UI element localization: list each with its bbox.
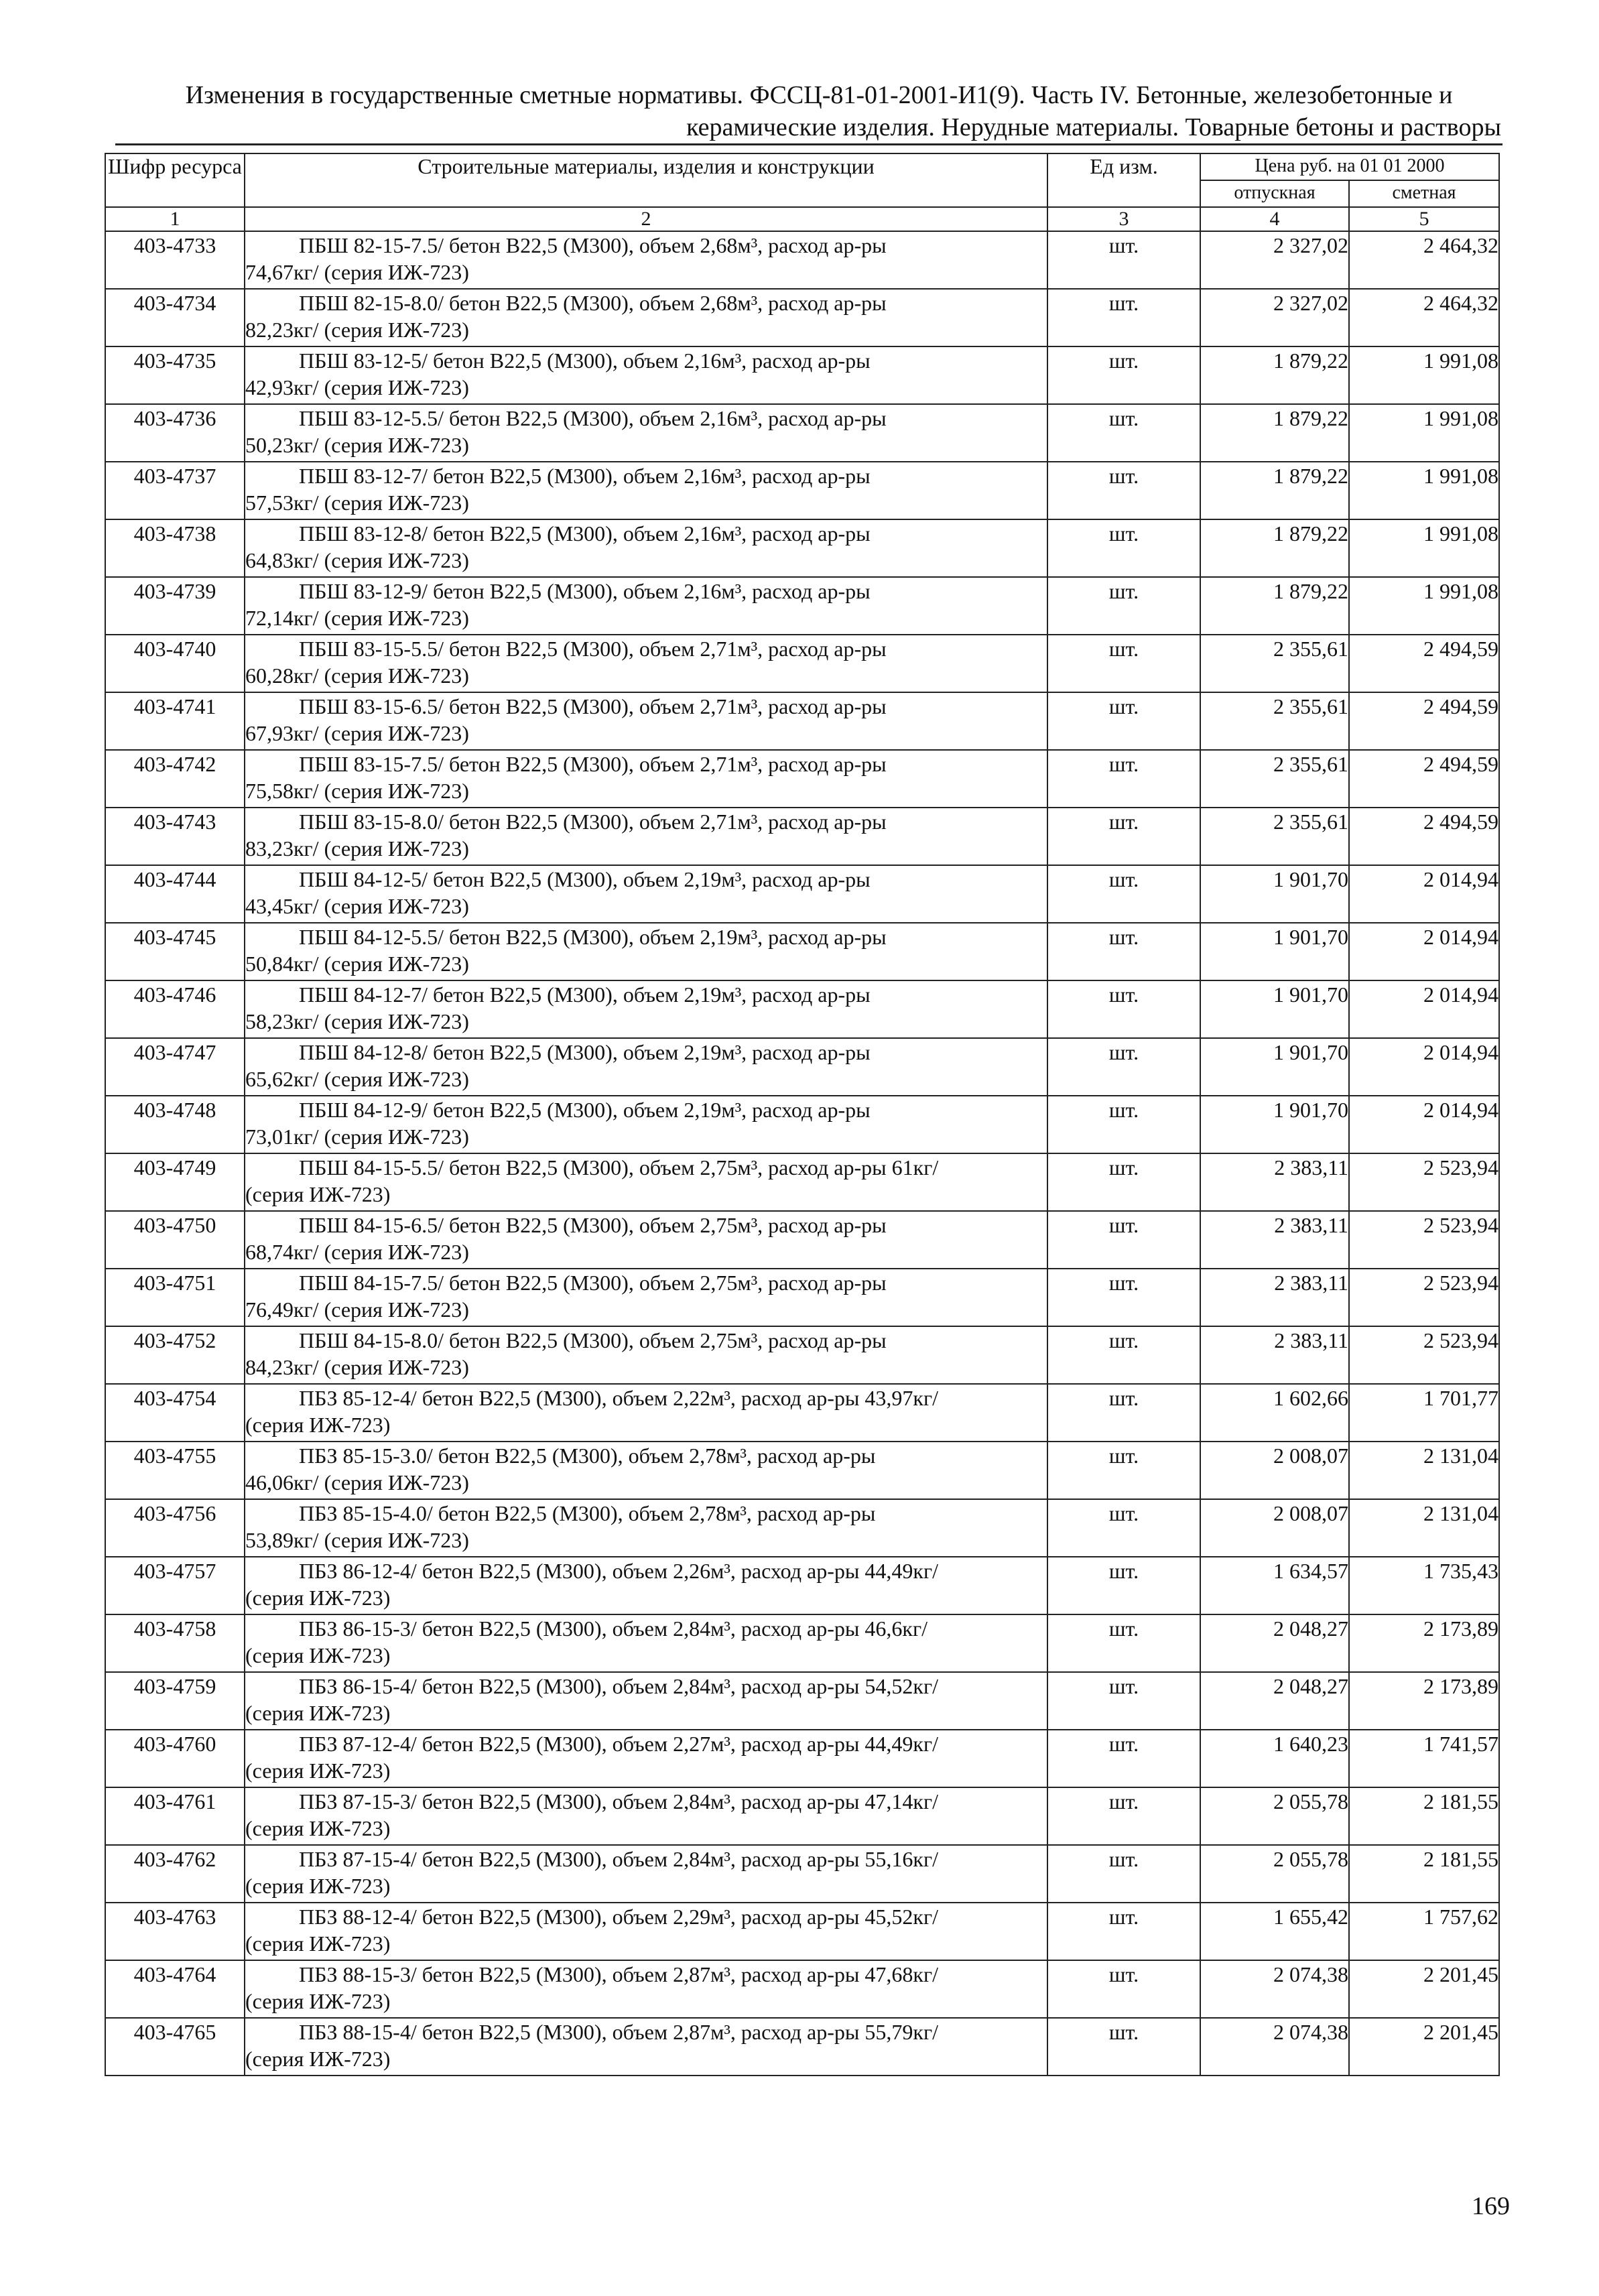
cell-description <box>245 346 1047 404</box>
cell-estimate-price: 1 757,62 <box>1349 1903 1499 1960</box>
cell-description <box>245 1730 1047 1787</box>
description-line-1: ПБШ 83-12-7/ бетон В22,5 (М300), объем 2,16м³, расход ар-ры <box>299 464 871 488</box>
cell-code: 403-4734 <box>105 289 245 346</box>
cell-release-price: 1 901,70 <box>1200 865 1349 923</box>
cell-description <box>245 519 1047 577</box>
cell-unit: шт. <box>1047 1499 1200 1557</box>
cell-unit: шт. <box>1047 1787 1200 1845</box>
table-row <box>105 231 1499 289</box>
cell-code: 403-4740 <box>105 635 245 692</box>
table-row <box>105 692 1499 750</box>
table-row <box>105 346 1499 404</box>
description-line-1: ПБШ 84-15-7.5/ бетон В22,5 (М300), объем 2,75м³, расход ар-ры <box>299 1271 887 1295</box>
table-row <box>105 980 1499 1038</box>
cell-unit: шт. <box>1047 462 1200 519</box>
description-line-2: (серия ИЖ-723) <box>245 1874 391 1898</box>
cell-unit: шт. <box>1047 1672 1200 1730</box>
description-line-1: ПБЗ 88-15-4/ бетон В22,5 (М300), объем 2,87м³, расход ар-ры 55,79кг/ <box>299 2020 938 2044</box>
description-line-1: ПБШ 84-12-5.5/ бетон В22,5 (М300), объем 2,19м³, расход ар-ры <box>299 925 887 949</box>
description-line-1: ПБЗ 88-12-4/ бетон В22,5 (М300), объем 2,29м³, расход ар-ры 45,52кг/ <box>299 1905 938 1929</box>
cell-code: 403-4759 <box>105 1672 245 1730</box>
description-line-1: ПБЗ 87-15-4/ бетон В22,5 (М300), объем 2,84м³, расход ар-ры 55,16кг/ <box>299 1847 938 1871</box>
cell-unit: шт. <box>1047 519 1200 577</box>
description-line-1: ПБЗ 87-15-3/ бетон В22,5 (М300), объем 2,84м³, расход ар-ры 47,14кг/ <box>299 1789 938 1813</box>
cell-description <box>245 462 1047 519</box>
cell-description <box>245 923 1047 980</box>
cell-estimate-price: 1 991,08 <box>1349 462 1499 519</box>
cell-release-price: 1 634,57 <box>1200 1557 1349 1614</box>
cell-release-price: 1 879,22 <box>1200 404 1349 462</box>
cell-description <box>245 1787 1047 1845</box>
description-line-2: 82,23кг/ (серия ИЖ-723) <box>245 318 469 342</box>
cell-release-price: 2 383,11 <box>1200 1153 1349 1211</box>
col-number-5: 5 <box>1349 207 1499 231</box>
cell-code: 403-4735 <box>105 346 245 404</box>
cell-code: 403-4758 <box>105 1614 245 1672</box>
table-row <box>105 1153 1499 1211</box>
cell-code: 403-4742 <box>105 750 245 808</box>
cell-estimate-price: 1 991,08 <box>1349 519 1499 577</box>
cell-release-price: 1 879,22 <box>1200 519 1349 577</box>
cell-code: 403-4752 <box>105 1326 245 1384</box>
cell-unit: шт. <box>1047 1614 1200 1672</box>
description-line-2: 65,62кг/ (серия ИЖ-723) <box>245 1067 469 1091</box>
header-title-line-1: Изменения в государственные сметные нормативы. ФССЦ-81-01-2001-И1(9). Часть IV. Бетонные, железобетонные и <box>185 81 1453 109</box>
cell-code: 403-4760 <box>105 1730 245 1787</box>
table-row <box>105 808 1499 865</box>
description-line-1: ПБЗ 85-15-4.0/ бетон В22,5 (М300), объем 2,78м³, расход ар-ры <box>299 1501 876 1525</box>
cell-unit: шт. <box>1047 980 1200 1038</box>
description-line-1: ПБЗ 88-15-3/ бетон В22,5 (М300), объем 2,87м³, расход ар-ры 47,68кг/ <box>299 1962 938 1986</box>
table-row <box>105 1269 1499 1326</box>
cell-release-price: 2 008,07 <box>1200 1442 1349 1499</box>
description-line-2: (серия ИЖ-723) <box>245 1931 391 1956</box>
description-line-2: (серия ИЖ-723) <box>245 2047 391 2071</box>
description-line-2: (серия ИЖ-723) <box>245 1701 391 1725</box>
cell-description <box>245 692 1047 750</box>
cell-description <box>245 1960 1047 2018</box>
description-line-1: ПБЗ 85-15-3.0/ бетон В22,5 (М300), объем 2,78м³, расход ар-ры <box>299 1444 876 1468</box>
description-line-2: (серия ИЖ-723) <box>245 1989 391 2013</box>
cell-release-price: 1 901,70 <box>1200 923 1349 980</box>
cell-release-price: 2 383,11 <box>1200 1211 1349 1269</box>
table-row <box>105 1038 1499 1096</box>
description-line-2: (серия ИЖ-723) <box>245 1759 391 1783</box>
cell-release-price: 1 901,70 <box>1200 1096 1349 1153</box>
col-header-estimate-price: сметная <box>1349 180 1499 207</box>
col-header-price-group: Цена руб. на 01 01 2000 <box>1200 153 1499 180</box>
cell-unit: шт. <box>1047 865 1200 923</box>
table-row <box>105 865 1499 923</box>
cell-release-price: 1 655,42 <box>1200 1903 1349 1960</box>
description-line-2: 57,53кг/ (серия ИЖ-723) <box>245 491 469 515</box>
description-line-2: 76,49кг/ (серия ИЖ-723) <box>245 1297 469 1322</box>
cell-estimate-price: 2 523,94 <box>1349 1269 1499 1326</box>
table-row <box>105 1211 1499 1269</box>
cell-code: 403-4763 <box>105 1903 245 1960</box>
cell-code: 403-4747 <box>105 1038 245 1096</box>
description-line-2: 50,23кг/ (серия ИЖ-723) <box>245 433 469 457</box>
cell-code: 403-4749 <box>105 1153 245 1211</box>
cell-unit: шт. <box>1047 1845 1200 1903</box>
page-number: 169 <box>1472 2192 1510 2220</box>
cell-code: 403-4737 <box>105 462 245 519</box>
col-header-unit: Ед изм. <box>1047 153 1200 207</box>
col-number-1: 1 <box>105 207 245 231</box>
col-number-4: 4 <box>1200 207 1349 231</box>
cell-release-price: 1 879,22 <box>1200 577 1349 635</box>
description-line-1: ПБШ 84-12-8/ бетон В22,5 (М300), объем 2,19м³, расход ар-ры <box>299 1040 871 1064</box>
cell-code: 403-4738 <box>105 519 245 577</box>
cell-unit: шт. <box>1047 1730 1200 1787</box>
description-line-1: ПБШ 84-15-5.5/ бетон В22,5 (М300), объем 2,75м³, расход ар-ры 61кг/ <box>299 1155 939 1179</box>
cell-description <box>245 1384 1047 1442</box>
cell-release-price: 2 055,78 <box>1200 1845 1349 1903</box>
cell-estimate-price: 2 523,94 <box>1349 1211 1499 1269</box>
cell-description <box>245 1845 1047 1903</box>
cell-unit: шт. <box>1047 1903 1200 1960</box>
cell-unit: шт. <box>1047 1096 1200 1153</box>
description-line-1: ПБШ 83-12-9/ бетон В22,5 (М300), объем 2,16м³, расход ар-ры <box>299 579 871 603</box>
cell-estimate-price: 1 991,08 <box>1349 346 1499 404</box>
cell-description <box>245 1269 1047 1326</box>
cell-estimate-price: 2 181,55 <box>1349 1845 1499 1903</box>
cell-code: 403-4750 <box>105 1211 245 1269</box>
cell-code: 403-4746 <box>105 980 245 1038</box>
description-line-2: 64,83кг/ (серия ИЖ-723) <box>245 548 469 572</box>
description-line-1: ПБЗ 85-12-4/ бетон В22,5 (М300), объем 2,22м³, расход ар-ры 43,97кг/ <box>299 1386 938 1410</box>
description-line-2: 60,28кг/ (серия ИЖ-723) <box>245 663 469 688</box>
description-line-1: ПБЗ 86-15-4/ бетон В22,5 (М300), объем 2,84м³, расход ар-ры 54,52кг/ <box>299 1674 938 1698</box>
table-row <box>105 404 1499 462</box>
cell-estimate-price: 2 494,59 <box>1349 635 1499 692</box>
cell-unit: шт. <box>1047 1326 1200 1384</box>
cell-release-price: 2 327,02 <box>1200 231 1349 289</box>
table-row <box>105 1730 1499 1787</box>
cell-estimate-price: 1 991,08 <box>1349 577 1499 635</box>
cell-code: 403-4761 <box>105 1787 245 1845</box>
cell-description <box>245 1614 1047 1672</box>
cell-code: 403-4741 <box>105 692 245 750</box>
cell-description <box>245 2018 1047 2076</box>
table-row <box>105 1845 1499 1903</box>
cell-unit: шт. <box>1047 692 1200 750</box>
table-row <box>105 1384 1499 1442</box>
col-number-2: 2 <box>245 207 1047 231</box>
description-line-1: ПБЗ 87-12-4/ бетон В22,5 (М300), объем 2,27м³, расход ар-ры 44,49кг/ <box>299 1732 938 1756</box>
price-table <box>105 153 1500 2076</box>
cell-description <box>245 577 1047 635</box>
description-line-1: ПБШ 82-15-7.5/ бетон В22,5 (М300), объем 2,68м³, расход ар-ры <box>299 233 887 257</box>
table-row <box>105 289 1499 346</box>
cell-description <box>245 865 1047 923</box>
table-header <box>105 153 1499 231</box>
table-row <box>105 1787 1499 1845</box>
cell-unit: шт. <box>1047 1384 1200 1442</box>
cell-estimate-price: 2 173,89 <box>1349 1672 1499 1730</box>
table-row <box>105 1903 1499 1960</box>
header-rule <box>115 143 1502 145</box>
table-row <box>105 1442 1499 1499</box>
cell-estimate-price: 2 173,89 <box>1349 1614 1499 1672</box>
table-row <box>105 1672 1499 1730</box>
cell-unit: шт. <box>1047 1960 1200 2018</box>
description-line-2: 58,23кг/ (серия ИЖ-723) <box>245 1009 469 1033</box>
cell-estimate-price: 2 181,55 <box>1349 1787 1499 1845</box>
cell-description <box>245 404 1047 462</box>
description-line-1: ПБШ 84-12-5/ бетон В22,5 (М300), объем 2,19м³, расход ар-ры <box>299 867 871 891</box>
cell-unit: шт. <box>1047 808 1200 865</box>
cell-unit: шт. <box>1047 2018 1200 2076</box>
description-line-2: 43,45кг/ (серия ИЖ-723) <box>245 894 469 918</box>
cell-estimate-price: 2 014,94 <box>1349 923 1499 980</box>
cell-description <box>245 1153 1047 1211</box>
cell-estimate-price: 1 741,57 <box>1349 1730 1499 1787</box>
cell-estimate-price: 1 735,43 <box>1349 1557 1499 1614</box>
table-row <box>105 750 1499 808</box>
cell-release-price: 2 355,61 <box>1200 635 1349 692</box>
table-row <box>105 1960 1499 2018</box>
description-line-2: 67,93кг/ (серия ИЖ-723) <box>245 721 469 745</box>
cell-estimate-price: 2 523,94 <box>1349 1326 1499 1384</box>
cell-code: 403-4748 <box>105 1096 245 1153</box>
description-line-2: 72,14кг/ (серия ИЖ-723) <box>245 606 469 630</box>
table-row <box>105 1557 1499 1614</box>
description-line-1: ПБШ 83-12-5/ бетон В22,5 (М300), объем 2,16м³, расход ар-ры <box>299 348 871 373</box>
cell-code: 403-4765 <box>105 2018 245 2076</box>
cell-description <box>245 231 1047 289</box>
header-title-line-2: керамические изделия. Нерудные материалы. Товарные бетоны и растворы <box>686 113 1501 141</box>
cell-release-price: 2 383,11 <box>1200 1269 1349 1326</box>
col-header-description: Строительные материалы, изделия и конструкции <box>245 153 1047 207</box>
description-line-2: 68,74кг/ (серия ИЖ-723) <box>245 1240 469 1264</box>
cell-description <box>245 1499 1047 1557</box>
cell-unit: шт. <box>1047 404 1200 462</box>
description-line-2: 50,84кг/ (серия ИЖ-723) <box>245 952 469 976</box>
cell-description <box>245 1903 1047 1960</box>
description-line-2: 83,23кг/ (серия ИЖ-723) <box>245 836 469 860</box>
cell-release-price: 2 048,27 <box>1200 1614 1349 1672</box>
cell-release-price: 2 383,11 <box>1200 1326 1349 1384</box>
description-line-2: 73,01кг/ (серия ИЖ-723) <box>245 1125 469 1149</box>
table-row <box>105 519 1499 577</box>
cell-release-price: 2 327,02 <box>1200 289 1349 346</box>
cell-estimate-price: 1 701,77 <box>1349 1384 1499 1442</box>
description-line-2: 42,93кг/ (серия ИЖ-723) <box>245 375 469 399</box>
description-line-2: (серия ИЖ-723) <box>245 1643 391 1667</box>
cell-estimate-price: 2 494,59 <box>1349 692 1499 750</box>
cell-release-price: 2 355,61 <box>1200 750 1349 808</box>
cell-release-price: 2 008,07 <box>1200 1499 1349 1557</box>
cell-estimate-price: 2 014,94 <box>1349 1096 1499 1153</box>
cell-unit: шт. <box>1047 1269 1200 1326</box>
cell-estimate-price: 1 991,08 <box>1349 404 1499 462</box>
table-row <box>105 1499 1499 1557</box>
description-line-1: ПБШ 83-15-8.0/ бетон В22,5 (М300), объем 2,71м³, расход ар-ры <box>299 810 887 834</box>
cell-estimate-price: 2 131,04 <box>1349 1442 1499 1499</box>
cell-description <box>245 1672 1047 1730</box>
description-line-1: ПБШ 84-15-8.0/ бетон В22,5 (М300), объем 2,75м³, расход ар-ры <box>299 1328 887 1352</box>
description-line-2: 53,89кг/ (серия ИЖ-723) <box>245 1528 469 1552</box>
cell-description <box>245 1096 1047 1153</box>
cell-code: 403-4743 <box>105 808 245 865</box>
cell-estimate-price: 2 014,94 <box>1349 980 1499 1038</box>
cell-estimate-price: 2 201,45 <box>1349 1960 1499 2018</box>
table-row <box>105 577 1499 635</box>
cell-code: 403-4733 <box>105 231 245 289</box>
cell-release-price: 1 901,70 <box>1200 980 1349 1038</box>
cell-unit: шт. <box>1047 289 1200 346</box>
cell-unit: шт. <box>1047 577 1200 635</box>
description-line-2: (серия ИЖ-723) <box>245 1182 391 1206</box>
description-line-1: ПБШ 84-12-7/ бетон В22,5 (М300), объем 2,19м³, расход ар-ры <box>299 982 871 1007</box>
table-row <box>105 635 1499 692</box>
cell-code: 403-4739 <box>105 577 245 635</box>
cell-unit: шт. <box>1047 231 1200 289</box>
cell-description <box>245 1211 1047 1269</box>
table-body <box>105 231 1499 2076</box>
description-line-2: (серия ИЖ-723) <box>245 1816 391 1840</box>
cell-code: 403-4757 <box>105 1557 245 1614</box>
cell-code: 403-4755 <box>105 1442 245 1499</box>
table-row <box>105 1614 1499 1672</box>
description-line-1: ПБЗ 86-15-3/ бетон В22,5 (М300), объем 2,84м³, расход ар-ры 46,6кг/ <box>299 1616 928 1641</box>
cell-estimate-price: 2 464,32 <box>1349 289 1499 346</box>
cell-description <box>245 635 1047 692</box>
cell-description <box>245 980 1047 1038</box>
cell-code: 403-4762 <box>105 1845 245 1903</box>
description-line-1: ПБШ 82-15-8.0/ бетон В22,5 (М300), объем 2,68м³, расход ар-ры <box>299 291 887 315</box>
cell-release-price: 1 602,66 <box>1200 1384 1349 1442</box>
cell-code: 403-4754 <box>105 1384 245 1442</box>
cell-release-price: 2 074,38 <box>1200 1960 1349 2018</box>
description-line-2: 46,06кг/ (серия ИЖ-723) <box>245 1470 469 1494</box>
cell-code: 403-4764 <box>105 1960 245 2018</box>
cell-code: 403-4756 <box>105 1499 245 1557</box>
cell-unit: шт. <box>1047 923 1200 980</box>
cell-description <box>245 1557 1047 1614</box>
cell-release-price: 2 048,27 <box>1200 1672 1349 1730</box>
description-line-2: 75,58кг/ (серия ИЖ-723) <box>245 779 469 803</box>
description-line-2: (серия ИЖ-723) <box>245 1586 391 1610</box>
cell-estimate-price: 2 494,59 <box>1349 750 1499 808</box>
description-line-2: 84,23кг/ (серия ИЖ-723) <box>245 1355 469 1379</box>
description-line-1: ПБШ 84-15-6.5/ бетон В22,5 (М300), объем 2,75м³, расход ар-ры <box>299 1213 887 1237</box>
cell-estimate-price: 2 464,32 <box>1349 231 1499 289</box>
col-number-3: 3 <box>1047 207 1200 231</box>
col-header-code: Шифр ресурса <box>105 153 245 207</box>
cell-release-price: 2 355,61 <box>1200 692 1349 750</box>
cell-release-price: 2 074,38 <box>1200 2018 1349 2076</box>
cell-unit: шт. <box>1047 1557 1200 1614</box>
cell-estimate-price: 2 201,45 <box>1349 2018 1499 2076</box>
description-line-1: ПБШ 83-15-5.5/ бетон В22,5 (М300), объем 2,71м³, расход ар-ры <box>299 637 887 661</box>
cell-release-price: 1 901,70 <box>1200 1038 1349 1096</box>
description-line-2: 74,67кг/ (серия ИЖ-723) <box>245 260 469 284</box>
description-line-1: ПБШ 83-15-6.5/ бетон В22,5 (М300), объем 2,71м³, расход ар-ры <box>299 694 887 718</box>
cell-estimate-price: 2 523,94 <box>1349 1153 1499 1211</box>
table-row <box>105 462 1499 519</box>
cell-estimate-price: 2 014,94 <box>1349 1038 1499 1096</box>
cell-description <box>245 1442 1047 1499</box>
table-row <box>105 923 1499 980</box>
cell-description <box>245 808 1047 865</box>
cell-estimate-price: 2 494,59 <box>1349 808 1499 865</box>
cell-release-price: 1 640,23 <box>1200 1730 1349 1787</box>
cell-code: 403-4745 <box>105 923 245 980</box>
cell-description <box>245 750 1047 808</box>
cell-unit: шт. <box>1047 346 1200 404</box>
cell-code: 403-4744 <box>105 865 245 923</box>
cell-description <box>245 289 1047 346</box>
cell-unit: шт. <box>1047 1442 1200 1499</box>
table-row <box>105 1326 1499 1384</box>
cell-estimate-price: 2 131,04 <box>1349 1499 1499 1557</box>
cell-unit: шт. <box>1047 635 1200 692</box>
col-header-release-price: отпускная <box>1200 180 1349 207</box>
cell-description <box>245 1038 1047 1096</box>
cell-release-price: 1 879,22 <box>1200 462 1349 519</box>
cell-unit: шт. <box>1047 1038 1200 1096</box>
description-line-1: ПБЗ 86-12-4/ бетон В22,5 (М300), объем 2,26м³, расход ар-ры 44,49кг/ <box>299 1559 938 1583</box>
cell-estimate-price: 2 014,94 <box>1349 865 1499 923</box>
cell-code: 403-4736 <box>105 404 245 462</box>
cell-unit: шт. <box>1047 1211 1200 1269</box>
cell-code: 403-4751 <box>105 1269 245 1326</box>
cell-release-price: 2 055,78 <box>1200 1787 1349 1845</box>
description-line-2: (серия ИЖ-723) <box>245 1413 391 1437</box>
description-line-1: ПБШ 84-12-9/ бетон В22,5 (М300), объем 2,19м³, расход ар-ры <box>299 1098 871 1122</box>
cell-release-price: 1 879,22 <box>1200 346 1349 404</box>
cell-description <box>245 1326 1047 1384</box>
cell-release-price: 2 355,61 <box>1200 808 1349 865</box>
page-header <box>107 79 1504 143</box>
description-line-1: ПБШ 83-12-5.5/ бетон В22,5 (М300), объем 2,16м³, расход ар-ры <box>299 406 887 430</box>
description-line-1: ПБШ 83-15-7.5/ бетон В22,5 (М300), объем 2,71м³, расход ар-ры <box>299 752 887 776</box>
description-line-1: ПБШ 83-12-8/ бетон В22,5 (М300), объем 2,16м³, расход ар-ры <box>299 521 871 546</box>
table-row <box>105 2018 1499 2076</box>
cell-unit: шт. <box>1047 750 1200 808</box>
cell-unit: шт. <box>1047 1153 1200 1211</box>
table-row <box>105 1096 1499 1153</box>
